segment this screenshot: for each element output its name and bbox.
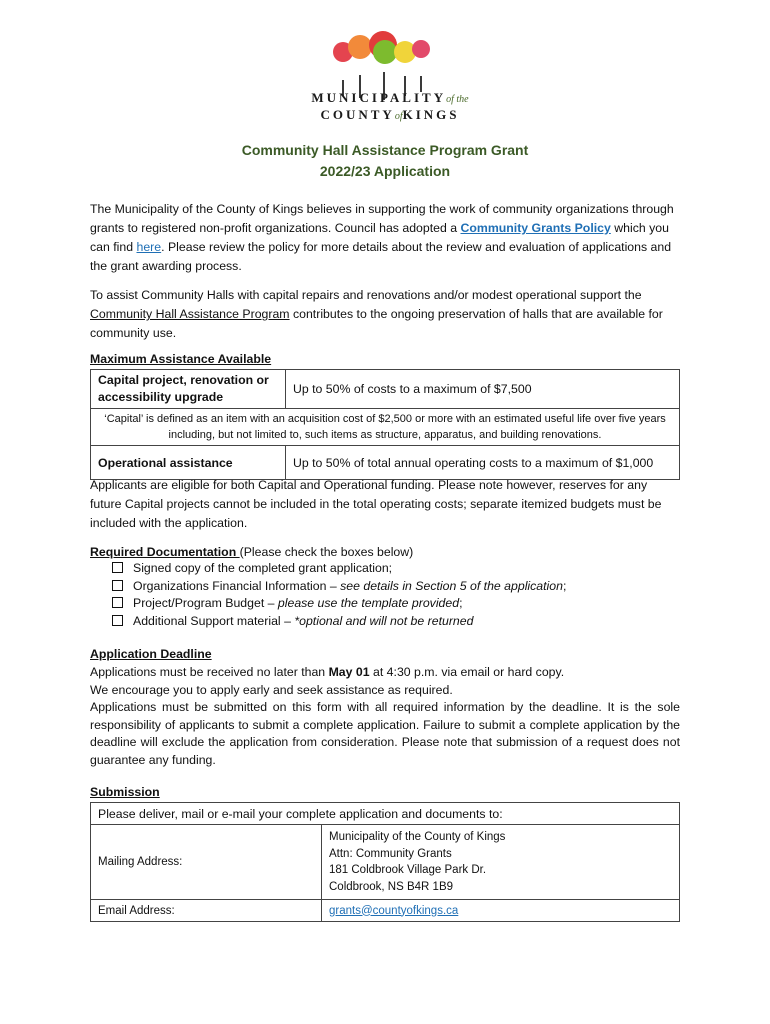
community-grants-policy-link[interactable]: Community Grants Policy bbox=[460, 221, 611, 235]
operational-label: Operational assistance bbox=[91, 446, 286, 480]
required-docs-header: Required Documentation (Please check the boxes below) bbox=[90, 545, 414, 559]
deadline-heading: Application Deadline bbox=[90, 647, 212, 661]
checklist-item[interactable]: Organizations Financial Information – see details in Section 5 of the application; bbox=[112, 578, 566, 596]
deadline-paragraph: Applications must be submitted on this form with all required information by the deadline. It is the sole responsibility of applicants to submit a complete application. Failure to submit a complete application by the deadline will exclude the application from consideration. Please note that submission of a request does not guarantee any funding. bbox=[90, 700, 680, 767]
deadline-line1: Applications must be received no later than May 01 at 4:30 p.m. via email or hard copy. bbox=[90, 665, 565, 679]
mailing-address-label: Mailing Address: bbox=[91, 825, 322, 900]
org-name-line2: COUNTYofKINGS bbox=[320, 107, 460, 122]
required-docs-checklist bbox=[112, 560, 566, 630]
capital-value: Up to 50% of costs to a maximum of $7,500 bbox=[286, 370, 680, 409]
assist-paragraph: To assist Community Halls with capital repairs and renovations and/or modest operational support the Community Hall Assistance Program contributes to the ongoing preservation of halls that are available for community use. bbox=[90, 288, 663, 340]
operational-value: Up to 50% of total annual operating costs to a maximum of $1,000 bbox=[286, 446, 680, 480]
deadline-line2: We encourage you to apply early and seek assistance as required. bbox=[90, 683, 453, 697]
org-name-line1: MUNICIPALITYof the bbox=[311, 90, 469, 105]
email-link[interactable]: grants@countyofkings.ca bbox=[329, 904, 459, 917]
checkbox-icon[interactable] bbox=[112, 580, 123, 591]
submission-table bbox=[90, 802, 680, 922]
tree-pink bbox=[412, 40, 430, 58]
checkbox-icon[interactable] bbox=[112, 615, 123, 626]
max-assistance-table bbox=[90, 369, 680, 480]
capital-label: Capital project, renovation or accessibility upgrade bbox=[91, 370, 286, 409]
page-subtitle: 2022/23 Application bbox=[319, 163, 451, 179]
page-title: Community Hall Assistance Program Grant bbox=[241, 142, 529, 158]
eligibility-paragraph: Applicants are eligible for both Capital and Operational funding. Please note however, reserves for any future Capital projects cannot be included in the total operating costs; separate itemized budgets must be included with the application. bbox=[90, 478, 662, 530]
mailing-address-value: Municipality of the County of Kings Attn: Community Grants 181 Coldbrook Village Park Dr. Coldbrook, NS B4R 1B9 bbox=[322, 825, 680, 900]
intro-paragraph: The Municipality of the County of Kings believes in supporting the work of community organizations through grants to registered non-profit organizations. Council has adopted a Community Grants Policy which you can find here. Please review the policy for more details about the review and evaluation of applications and the grant awarding process. bbox=[90, 202, 674, 273]
submission-heading: Submission bbox=[90, 785, 160, 799]
tree-orange bbox=[348, 35, 372, 59]
checklist-item[interactable]: Project/Program Budget – please use the template provided; bbox=[112, 595, 566, 613]
submission-intro: Please deliver, mail or e-mail your complete application and documents to: bbox=[91, 803, 680, 825]
email-address-label: Email Address: bbox=[91, 900, 322, 922]
tree-green bbox=[373, 40, 397, 64]
here-link[interactable]: here bbox=[136, 240, 162, 254]
checkbox-icon[interactable] bbox=[112, 597, 123, 608]
max-assistance-heading: Maximum Assistance Available bbox=[90, 352, 272, 366]
checkbox-icon[interactable] bbox=[112, 562, 123, 573]
checklist-item[interactable]: Signed copy of the completed grant application; bbox=[112, 560, 566, 578]
checklist-item[interactable]: Additional Support material – *optional and will not be returned bbox=[112, 613, 566, 631]
capital-definition-note: ‘Capital’ is defined as an item with an acquisition cost of $2,500 or more with an estimated useful life over five years including, but not limited to, such items as structure, apparatus, and building renovations. bbox=[91, 409, 680, 446]
